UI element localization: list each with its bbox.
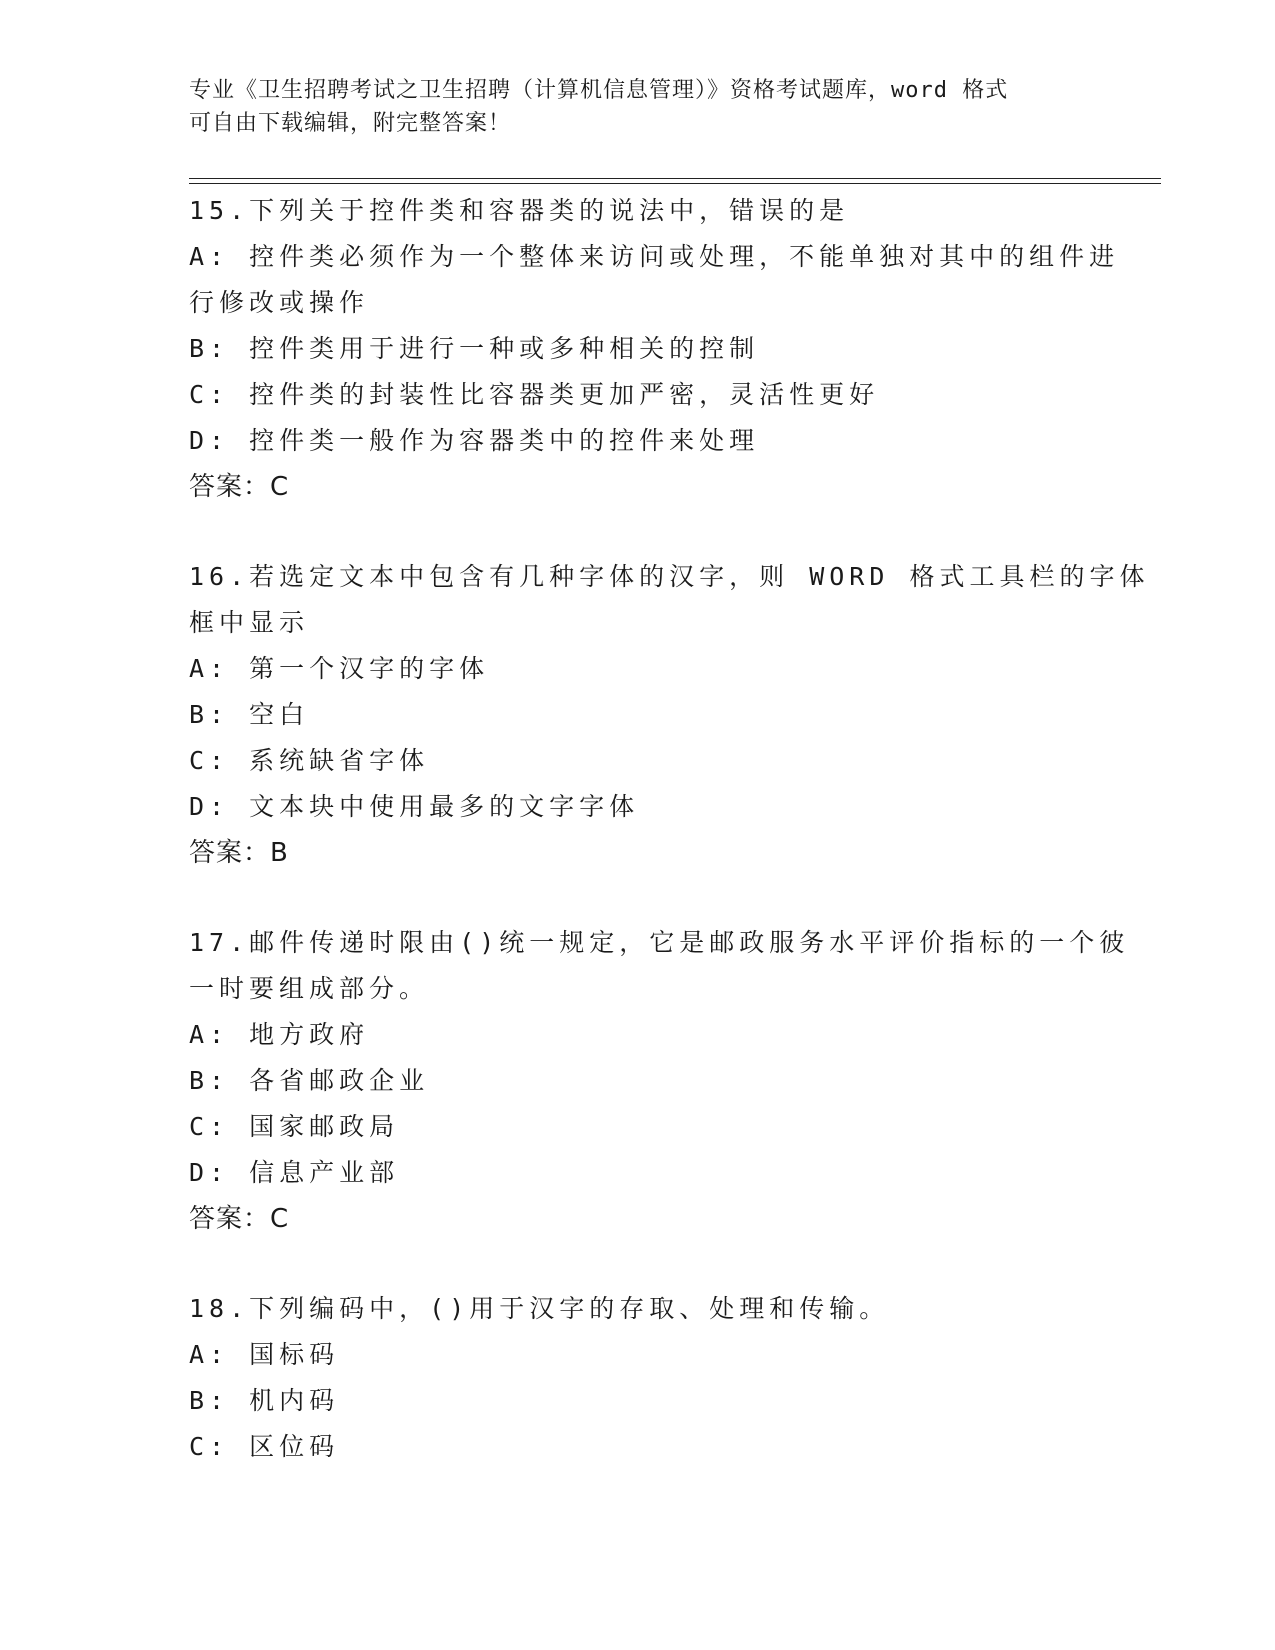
option-c: C: 区位码 (189, 1432, 340, 1461)
header-rule-bottom (189, 183, 1161, 184)
header-line-2: 可自由下载编辑，附完整答案！ (189, 111, 512, 136)
option-c: C: 系统缺省字体 (189, 746, 430, 775)
option-b: B: 各省邮政企业 (189, 1066, 430, 1095)
answer: 答案：C (189, 472, 290, 502)
answer: 答案：B (189, 838, 289, 868)
option-b: B: 空白 (189, 700, 310, 729)
header-line-1: 专业《卫生招聘考试之卫生招聘（计算机信息管理）》资格考试题库，word 格式 (189, 78, 1009, 103)
option-a: A: 控件类必须作为一个整体来访问或处理，不能单独对其中的组件进 (189, 242, 1120, 271)
question-stem: 16.若选定文本中包含有几种字体的汉字，则 WORD 格式工具栏的字体 (189, 562, 1150, 591)
question-stem-cont: 一时要组成部分。 (189, 974, 430, 1003)
answer: 答案：C (189, 1204, 290, 1234)
option-b: B: 控件类用于进行一种或多种相关的控制 (189, 334, 760, 363)
question-stem: 18.下列编码中，()用于汉字的存取、处理和传输。 (189, 1294, 890, 1323)
option-d: D: 文本块中使用最多的文字字体 (189, 792, 640, 821)
question-list (189, 188, 1150, 1514)
option-a: A: 第一个汉字的字体 (189, 654, 490, 683)
question-15 (189, 188, 1120, 510)
question-17 (189, 920, 1130, 1242)
question-stem: 15.下列关于控件类和容器类的说法中，错误的是 (189, 196, 850, 225)
question-stem-cont: 框中显示 (189, 608, 310, 637)
question-18 (189, 1286, 1089, 1470)
option-c: C: 控件类的封装性比容器类更加严密，灵活性更好 (189, 380, 880, 409)
option-d: D: 信息产业部 (189, 1158, 400, 1187)
option-a-cont: 行修改或操作 (189, 288, 370, 317)
header-rule-top (189, 178, 1161, 179)
document-header (189, 74, 1089, 140)
question-stem: 17.邮件传递时限由()统一规定，它是邮政服务水平评价指标的一个彼 (189, 928, 1130, 957)
option-d: D: 控件类一般作为容器类中的控件来处理 (189, 426, 760, 455)
question-16 (189, 554, 1150, 876)
option-b: B: 机内码 (189, 1386, 340, 1415)
option-c: C: 国家邮政局 (189, 1112, 400, 1141)
option-a: A: 国标码 (189, 1340, 340, 1369)
option-a: A: 地方政府 (189, 1020, 370, 1049)
